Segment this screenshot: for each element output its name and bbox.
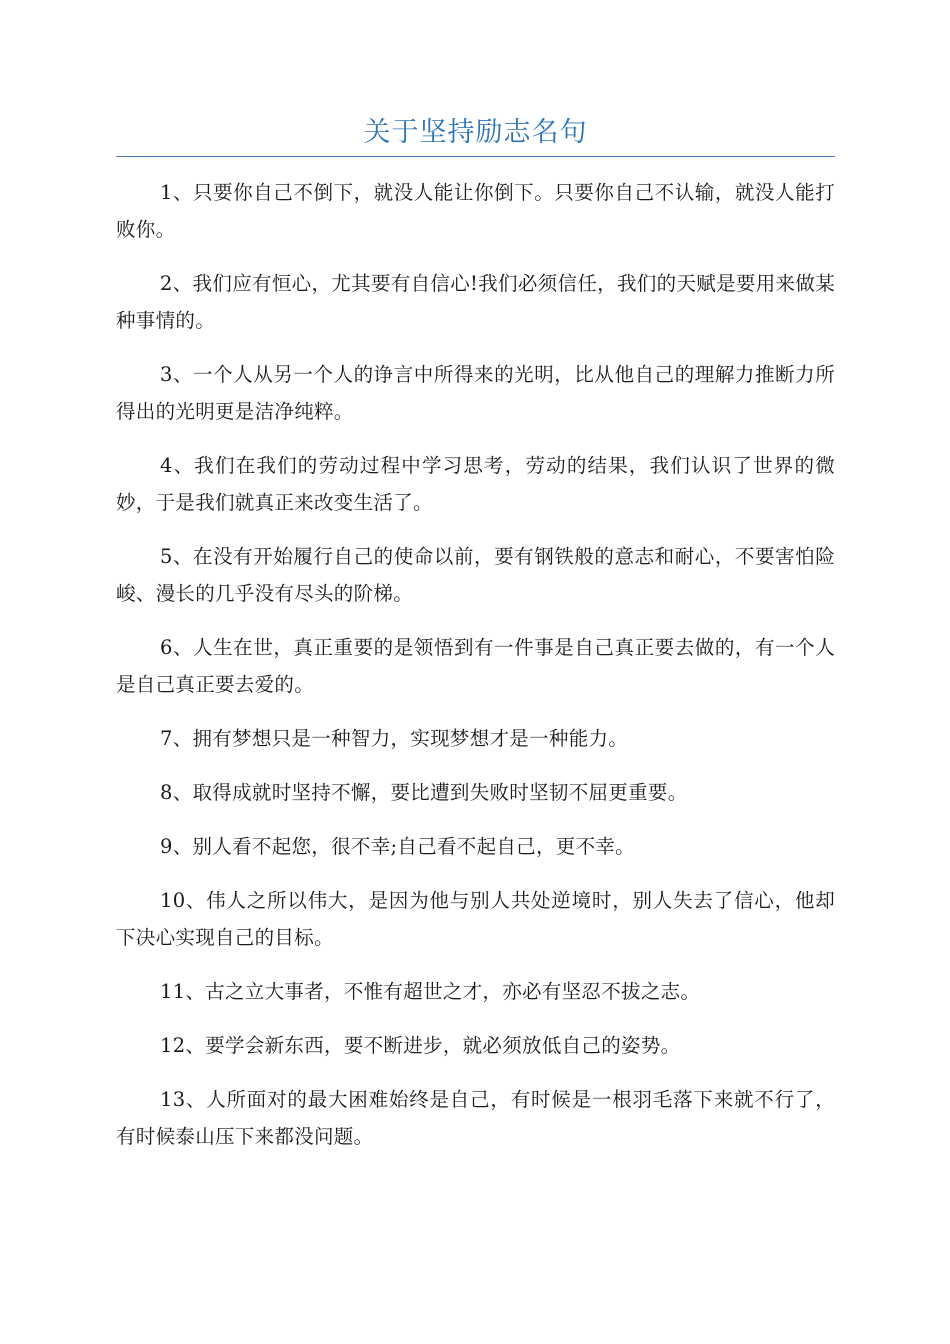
paragraph-11: 11、古之立大事者，不惟有超世之才，亦必有坚忍不拔之志。	[160, 980, 701, 1003]
page-title: 关于坚持励志名句	[363, 117, 588, 148]
title-block	[116, 110, 835, 157]
paragraph-6: 6、人生在世，真正重要的是领悟到有一件事是自己真正要去做的，有一个人是自己真正要去爱的。	[116, 636, 835, 696]
document-body	[116, 174, 835, 1172]
paragraph-8: 8、取得成就时坚持不懈，要比遭到失败时坚韧不屈更重要。	[160, 781, 688, 804]
paragraph-7: 7、拥有梦想只是一种智力，实现梦想才是一种能力。	[160, 727, 629, 750]
paragraph-12: 12、要学会新东西，要不断进步，就必须放低自己的姿势。	[160, 1034, 681, 1057]
paragraph-2: 2、我们应有恒心，尤其要有自信心!我们必须信任，我们的天赋是要用来做某种事情的。	[116, 272, 835, 332]
paragraph-3: 3、一个人从另一个人的诤言中所得来的光明，比从他自己的理解力推断力所得出的光明更是洁净纯粹。	[116, 363, 835, 423]
paragraph-5: 5、在没有开始履行自己的使命以前，要有钢铁般的意志和耐心，不要害怕险峻、漫长的几乎没有尽头的阶梯。	[116, 545, 835, 605]
paragraph-10: 10、伟人之所以伟大，是因为他与别人共处逆境时，别人失去了信心，他却下决心实现自己的目标。	[116, 889, 835, 949]
paragraph-13: 13、人所面对的最大困难始终是自己，有时候是一根羽毛落下来就不行了，有时候泰山压下来都没问题。	[116, 1088, 835, 1148]
paragraph-4: 4、我们在我们的劳动过程中学习思考，劳动的结果，我们认识了世界的微妙，于是我们就真正来改变生活了。	[116, 454, 835, 514]
paragraph-1: 1、只要你自己不倒下，就没人能让你倒下。只要你自己不认输，就没人能打败你。	[116, 181, 835, 241]
paragraph-9: 9、别人看不起您，很不幸;自己看不起自己，更不幸。	[160, 835, 635, 858]
